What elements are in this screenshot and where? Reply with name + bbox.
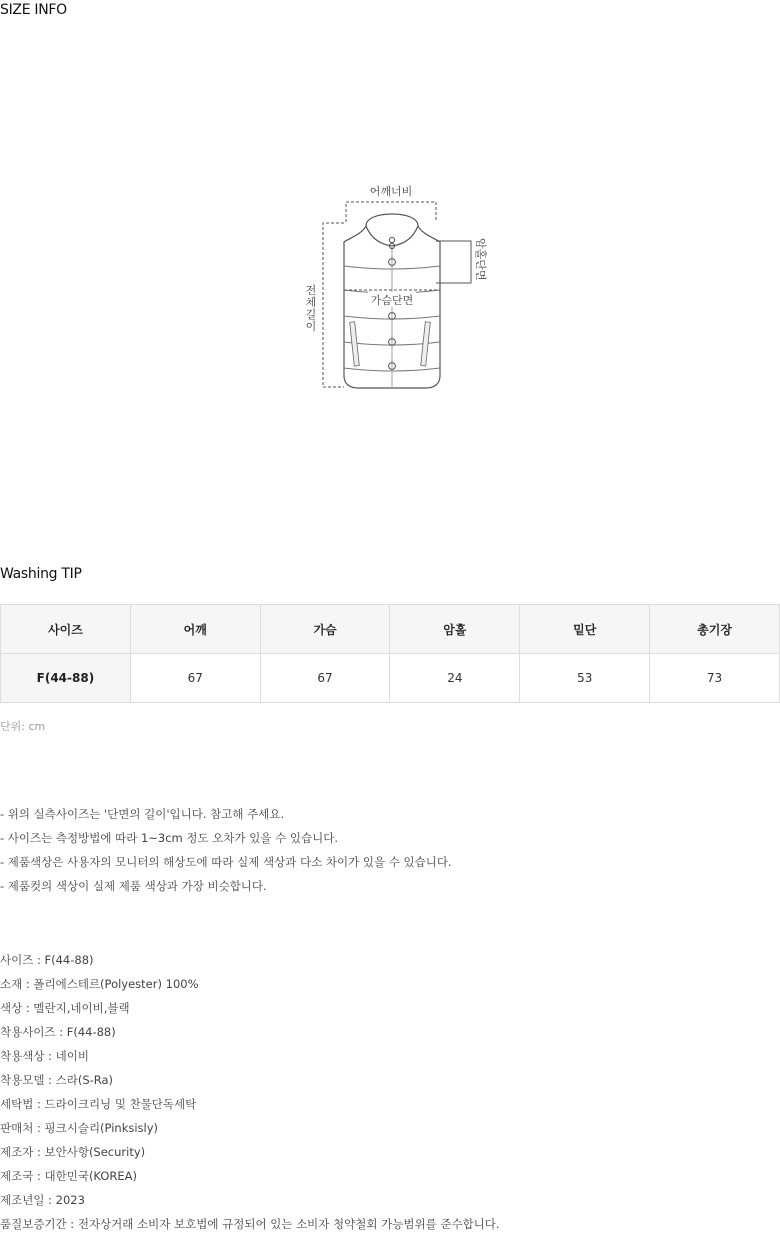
table-row — [1, 654, 780, 703]
size-info-title: SIZE INFO — [0, 2, 67, 18]
cell-hem: 53 — [520, 654, 650, 703]
detail-item: 소재 : 폴리에스테르(Polyester) 100% — [0, 977, 199, 991]
header-chest: 가슴 — [260, 605, 390, 654]
cell-total-length: 73 — [650, 654, 780, 703]
cell-size: F(44-88) — [1, 654, 131, 703]
detail-item: 세탁법 : 드라이크리닝 및 찬물단독세탁 — [0, 1097, 197, 1111]
svg-text:체: 체 — [305, 296, 317, 309]
detail-item: 품질보증기간 : 전자상거래 소비자 보호법에 규정되어 있는 소비자 청약철회 가능범위를 준수합니다. — [0, 1217, 500, 1231]
note-item: - 제품컷의 색상이 실제 제품 색상과 가장 비슷합니다. — [0, 879, 267, 893]
size-notes — [0, 806, 452, 902]
header-hem: 밑단 — [520, 605, 650, 654]
total-length-label — [306, 283, 317, 333]
note-item: - 위의 실측사이즈는 '단면의 길이'입니다. 참고해 주세요. — [0, 807, 285, 821]
detail-item: 착용색상 : 네이비 — [0, 1049, 89, 1063]
detail-item: 제조국 : 대한민국(KOREA) — [0, 1169, 138, 1183]
armhole-measure-line — [436, 241, 471, 283]
header-total-length: 총기장 — [650, 605, 780, 654]
table-header-row — [1, 605, 780, 654]
detail-item: 사이즈 : F(44-88) — [0, 953, 94, 967]
length-measure-line — [323, 223, 344, 387]
product-details — [0, 952, 500, 1240]
detail-item: 제조년일 : 2023 — [0, 1193, 85, 1207]
svg-text:길: 길 — [305, 308, 317, 321]
armhole-label: 암홀단면 — [474, 238, 487, 281]
size-table — [0, 604, 780, 703]
header-size: 사이즈 — [1, 605, 131, 654]
svg-text:전: 전 — [305, 284, 317, 297]
note-item: - 제품색상은 사용자의 모니터의 해상도에 따라 실제 색상과 다소 차이가 있을 수 있습니다. — [0, 855, 452, 869]
cell-shoulder: 67 — [130, 654, 260, 703]
cell-chest: 67 — [260, 654, 390, 703]
shoulder-label: 어깨너비 — [369, 185, 413, 198]
svg-text:이: 이 — [305, 320, 317, 333]
unit-note: 단위: cm — [0, 720, 46, 733]
detail-item: 제조자 : 보안사항(Security) — [0, 1145, 146, 1159]
vest-size-diagram — [296, 178, 496, 398]
detail-item: 판매처 : 핑크시슬리(Pinksisly) — [0, 1121, 159, 1135]
header-shoulder: 어깨 — [130, 605, 260, 654]
detail-item: 착용사이즈 : F(44-88) — [0, 1025, 116, 1039]
note-item: - 사이즈는 측정방법에 따라 1~3cm 정도 오차가 있을 수 있습니다. — [0, 831, 339, 845]
detail-item: 색상 : 멜란지,네이비,블랙 — [0, 1001, 130, 1015]
washing-tip-title: Washing TIP — [0, 566, 82, 582]
vest-collar — [366, 214, 418, 246]
detail-item: 착용모델 : 스라(S-Ra) — [0, 1073, 114, 1087]
header-armhole: 암홀 — [390, 605, 520, 654]
cell-armhole: 24 — [390, 654, 520, 703]
chest-label: 가슴단면 — [370, 294, 414, 307]
shoulder-measure-line — [346, 202, 436, 222]
